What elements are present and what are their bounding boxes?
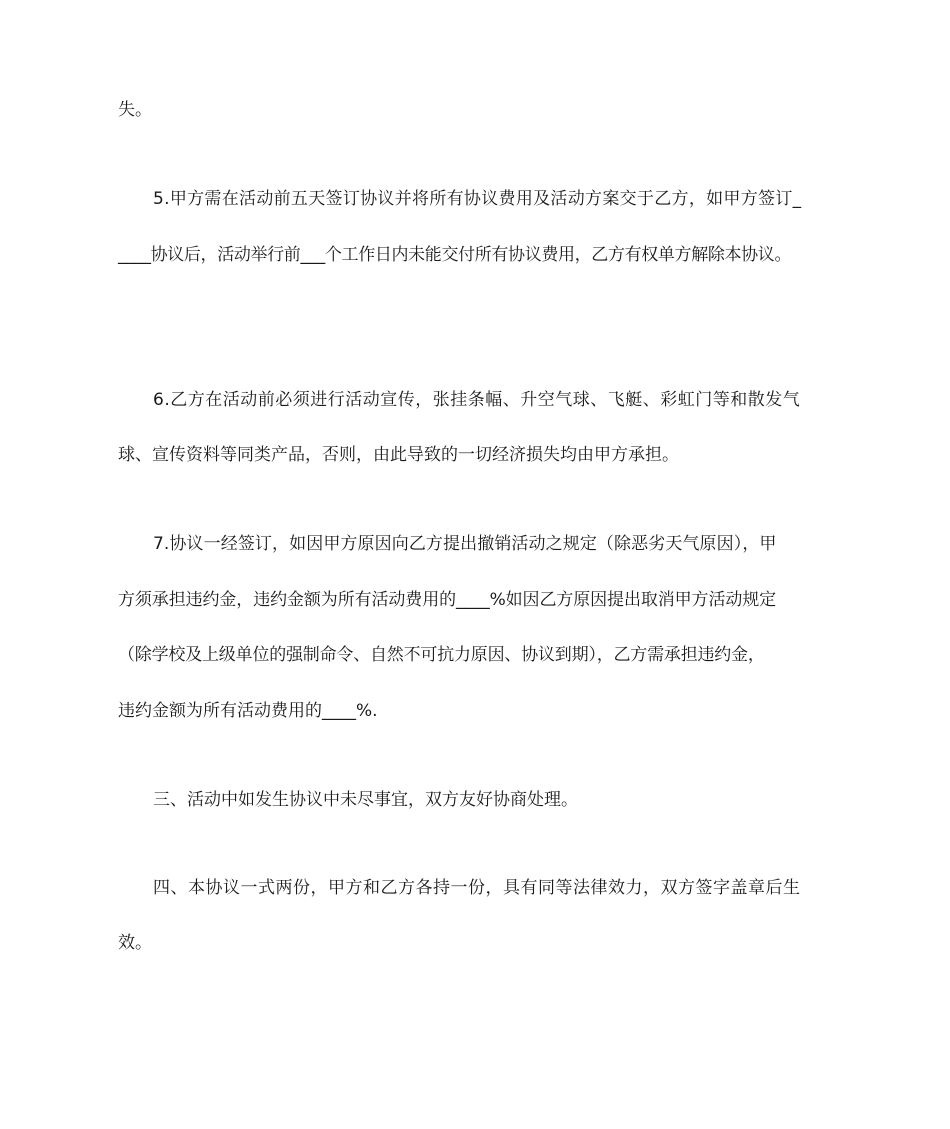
clause-5-line-2: ____协议后，活动举行前___个工作日内未能交付所有协议费用，乙方有权单方解除本协议。 bbox=[118, 245, 792, 265]
section-3-line: 三、活动中如发生协议中未尽事宜，双方友好协商处理。 bbox=[153, 790, 578, 810]
clause-6-line-1: 6.乙方在活动前必须进行活动宣传，张挂条幅、升空气球、飞艇、彩虹门等和散发气 bbox=[153, 390, 801, 410]
clause-7-line-4: 违约金额为所有活动费用的____%. bbox=[118, 701, 378, 721]
clause-5-line-1: 5.甲方需在活动前五天签订协议并将所有协议费用及活动方案交于乙方，如甲方签订_ bbox=[153, 189, 802, 209]
section-4-line-1: 四、本协议一式两份，甲方和乙方各持一份，具有同等法律效力，双方签字盖章后生 bbox=[153, 878, 801, 898]
clause-7-line-3: （除学校及上级单位的强制命令、自然不可抗力原因、协议到期），乙方需承担违约金， bbox=[118, 645, 765, 665]
clause-7-line-2: 方须承担违约金，违约金额为所有活动费用的____%如因乙方原因提出取消甲方活动规定 bbox=[118, 590, 777, 610]
text-line: 失。 bbox=[118, 100, 152, 120]
clause-7-line-1: 7.协议一经签订，如因甲方原因向乙方提出撤销活动之规定（除恶劣天气原因），甲 bbox=[153, 534, 777, 554]
clause-6-line-2: 球、宣传资料等同类产品，否则，由此导致的一切经济损失均由甲方承担。 bbox=[118, 445, 679, 465]
section-4-line-2: 效。 bbox=[118, 933, 152, 953]
